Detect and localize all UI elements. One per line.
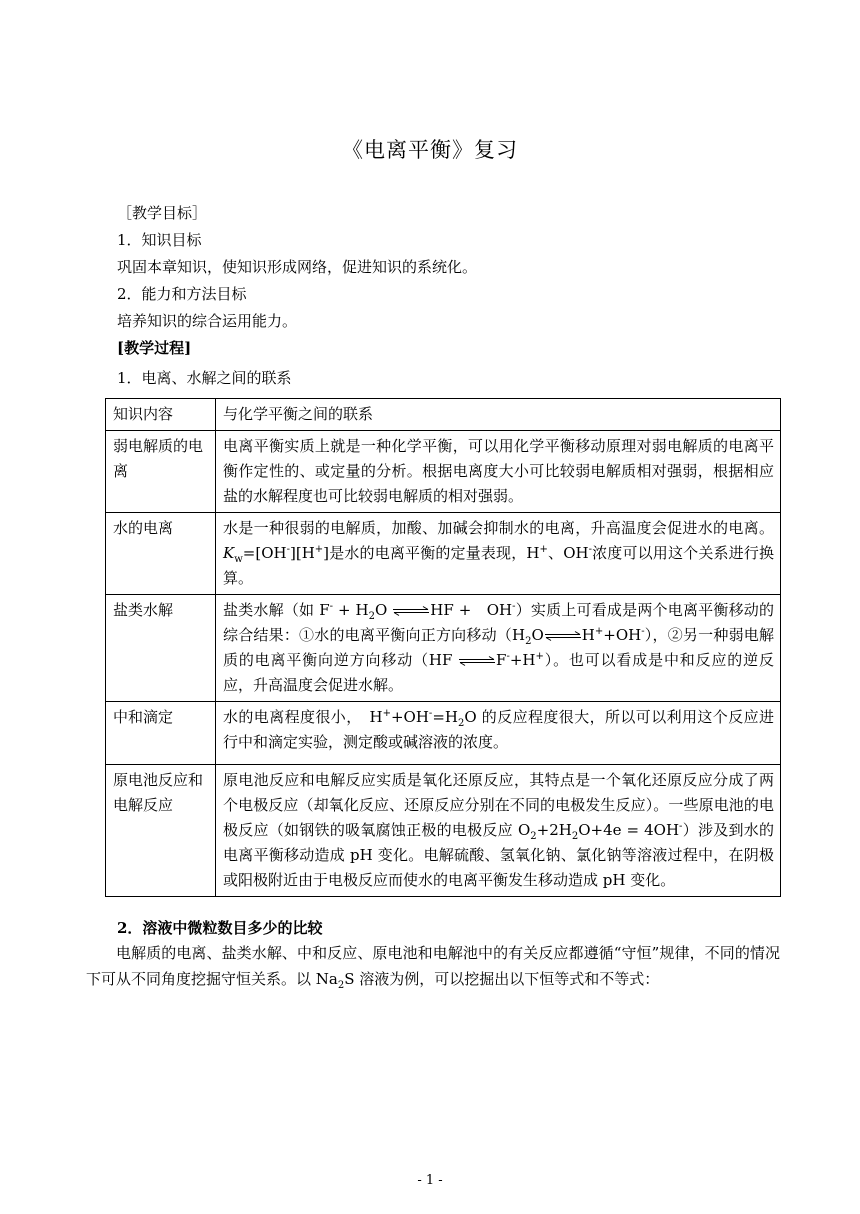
text-run: O+4e = 4OH [578, 821, 680, 839]
subscript: 2 [525, 636, 532, 647]
row-key-salt-hydrolysis: 盐类水解 [106, 595, 216, 702]
text-run: ]是水的电离平衡的定量表现，H [323, 544, 540, 562]
text-run: S 溶液为例，可以挖掘出以下恒等式和不等式： [344, 970, 660, 988]
text-run: H [581, 626, 595, 644]
page-title: 《电离平衡》复习 [342, 138, 518, 162]
superscript: + [535, 651, 544, 662]
superscript: - [329, 601, 334, 612]
superscript: - [588, 544, 592, 555]
text-run: O [531, 626, 544, 644]
text-run: 、OH [547, 544, 589, 562]
subscript: 2 [530, 831, 537, 842]
superscript: - [506, 651, 510, 662]
equilibrium-arrow-icon [392, 606, 430, 616]
table-row [106, 431, 781, 513]
table-row [106, 765, 781, 897]
text-run: O [375, 601, 393, 619]
row-value-weak-electrolyte: 电离平衡实质上就是一种化学平衡，可以用化学平衡移动原理对弱电解质的电离平衡作定性的、或定量的分析。根据电离度大小可比较弱电解质相对强弱，根据相应盐的水解程度也可比较弱电解质的相对强弱。 [216, 431, 781, 513]
text-run: =[OH [242, 544, 287, 562]
table-header-row [106, 399, 781, 431]
superscript: - [512, 601, 516, 612]
table-header-cell: 知识内容 [106, 399, 216, 431]
text-run: ）实质上可看成是两个电离平衡移动的综合结果：①水的电离平衡向正方向移动（H [223, 601, 774, 644]
row-key-water-ionization: 水的电离 [106, 513, 216, 595]
text-run: F [496, 651, 507, 669]
superscript: + [594, 626, 604, 637]
text-run: +OH [390, 708, 429, 726]
subscript: 2 [571, 831, 579, 842]
body-paragraph [86, 940, 780, 992]
page-number: - 1 - [417, 1173, 443, 1188]
text-run: 盐类水解（如 F [223, 601, 330, 619]
subscript: w [234, 554, 243, 565]
text-run: HF + OH [430, 601, 513, 619]
text-run: ）涉及到水的电离平衡移动造成 pH 变化。电解硫酸、氢氧化钠、氯化钠等溶液过程中，在阴极或阳极附近由于电极反应而使水的电离平衡发生移动造成 pH 变化。 [223, 821, 774, 889]
subscript: 2 [457, 718, 465, 729]
subscript: 2 [368, 611, 375, 622]
goal2-text: 培养知识的综合运用能力。 [117, 312, 298, 330]
goal1-title: 1．知识目标 [117, 231, 202, 249]
text-run: ][H [289, 544, 315, 562]
superscript: + [539, 544, 548, 555]
text-run: 电解质的电离、盐类水解、中和反应、原电池和电解池中的有关反应都遵循“守恒”规律，不同的情况下可从不同角度挖掘守恒关系。以 Na [86, 944, 780, 988]
text-run: 浓度可以用这个关系进行换算。 [223, 544, 774, 587]
goal1-text: 巩固本章知识，使知识形成网络，促进知识的系统化。 [117, 258, 478, 276]
goals-heading: ［教学目标］ [117, 204, 208, 222]
section2-title: 2．溶液中微粒数目多少的比较 [117, 919, 323, 937]
equilibrium-arrow-icon [544, 631, 582, 641]
text-run: ），②另一种弱电解质的电离平衡向逆方向移动（HF [223, 626, 774, 669]
knowledge-table [105, 398, 781, 897]
superscript: - [641, 626, 645, 637]
superscript: + [314, 544, 324, 555]
superscript: - [286, 544, 290, 555]
row-key-weak-electrolyte: 弱电解质的电离 [106, 431, 216, 513]
row-value-water-ionization [216, 513, 781, 595]
text-run: =H [432, 708, 458, 726]
table-row [106, 595, 781, 702]
text-run: 原电池反应和电解反应实质是氧化还原反应，其特点是一个氧化还原反应分成了两个电极反应（却氧化反应、还原反应分别在不同的电极发生反应）。一些原电池的电极反应（如钢铁的吸氧腐蚀正极的电极反应 O [223, 771, 774, 839]
superscript: + [382, 708, 391, 719]
superscript: - [428, 708, 433, 719]
text-run: + H [333, 601, 369, 619]
table-row [106, 513, 781, 595]
row-value-salt-hydrolysis [216, 595, 781, 702]
text-run: 水的电离程度很小， H [223, 708, 383, 726]
row-key-galvanic-electrolysis: 原电池反应和电解反应 [106, 765, 216, 897]
row-value-galvanic-electrolysis [216, 765, 781, 897]
text-run: 水是一种很弱的电解质，加酸、加碱会抑制水的电离，升高温度会促进水的电离。 [223, 519, 774, 537]
kw-symbol: K [223, 544, 235, 562]
table-header-cell: 与化学平衡之间的联系 [216, 399, 781, 431]
row-key-neutralization-titration: 中和滴定 [106, 702, 216, 765]
text-run: O 的反应程度很大，所以可以利用这个反应进行中和滴定实验，测定酸或碱溶液的浓度。 [223, 708, 774, 751]
equilibrium-arrow-icon [458, 656, 496, 666]
text-run: +OH [603, 626, 642, 644]
superscript: - [679, 821, 683, 832]
text-run: ）。也可以看成是中和反应的逆反应，升高温度会促进水解。 [223, 651, 774, 694]
section1-title: 1．电离、水解之间的联系 [117, 369, 292, 387]
text-run: +H [509, 651, 536, 669]
text-run: +2H [536, 821, 572, 839]
row-value-neutralization-titration [216, 702, 781, 765]
process-heading: [教学过程] [117, 339, 192, 357]
goal2-title: 2．能力和方法目标 [117, 285, 247, 303]
table-row [106, 702, 781, 765]
subscript: 2 [337, 980, 345, 991]
